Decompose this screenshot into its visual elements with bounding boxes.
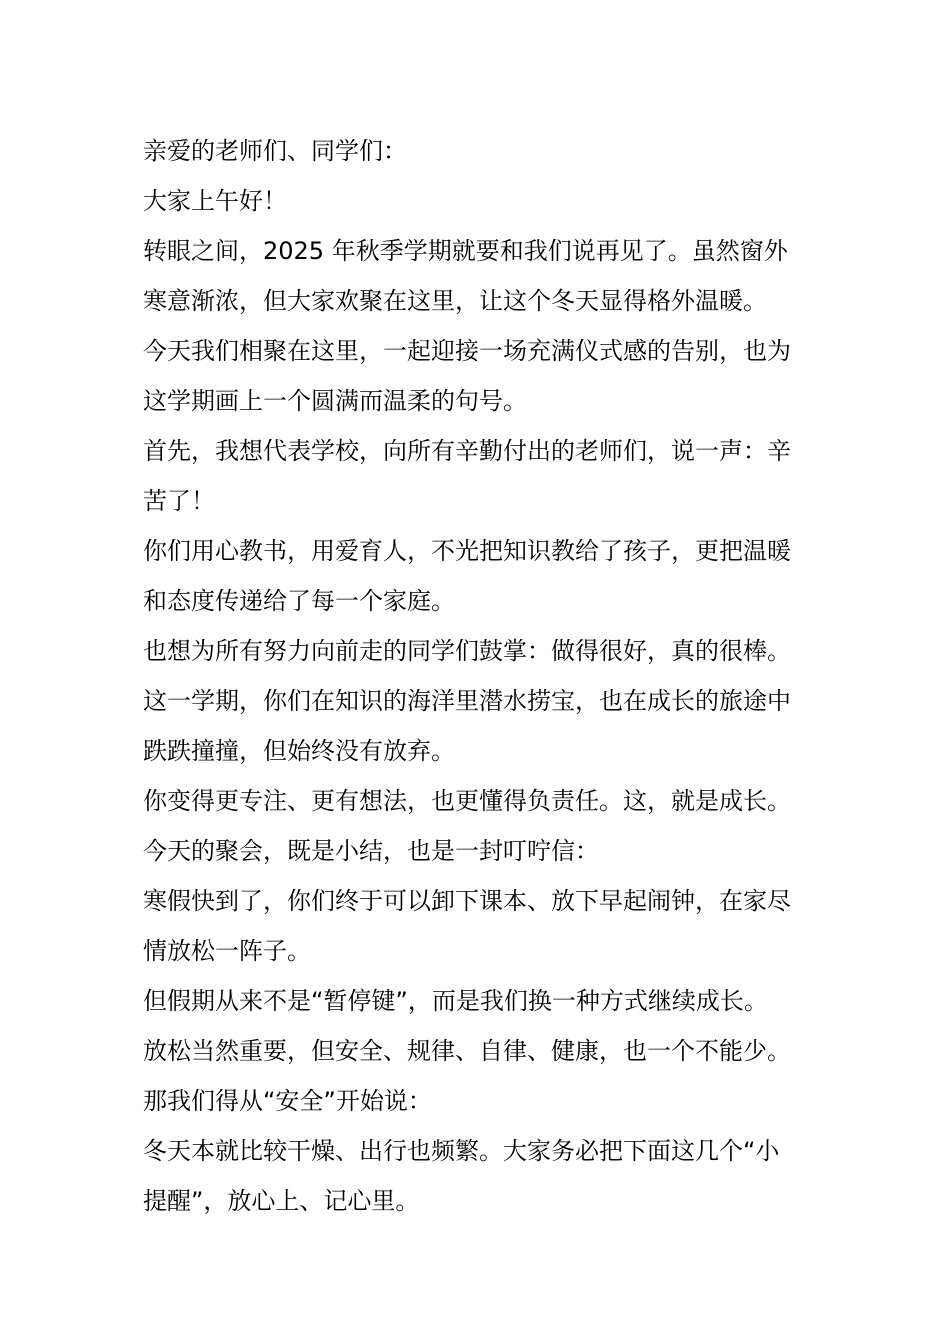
paragraph: 今天我们相聚在这里，一起迎接一场充满仪式感的告别，也为 这学期画上一个圆满而温柔的句号。 [143,337,791,415]
paragraph: 那我们得从“安全”开始说： [143,1087,432,1115]
paragraph: 转眼之间，2025 年秋季学期就要和我们说再见了。虽然窗外 寒意渐浓，但大家欢聚在这里，让这个冬天显得格外温暖。 [143,237,788,315]
document-body [143,126,807,1226]
paragraph: 首先，我想代表学校，向所有辛勤付出的老师们，说一声：辛 苦了！ [143,437,791,515]
paragraph: 冬天本就比较干燥、出行也频繁。大家务必把下面这几个“小 提醒”，放心上、记心里。 [143,1137,780,1215]
paragraph: 放松当然重要，但安全、规律、自律、健康，也一个不能少。 [143,1037,791,1065]
paragraph: 这一学期，你们在知识的海洋里潜水捞宝，也在成长的旅途中 跌跌撞撞，但始终没有放弃。 [143,687,791,765]
paragraph: 你们用心教书，用爱育人，不光把知识教给了孩子，更把温暖 和态度传递给了每一个家庭。 [143,537,791,615]
paragraph: 但假期从来不是“暂停键”，而是我们换一种方式继续成长。 [143,987,768,1015]
salutation-line: 大家上午好！ [143,187,287,215]
paragraph: 寒假快到了，你们终于可以卸下课本、放下早起闹钟，在家尽 情放松一阵子。 [143,887,791,965]
paragraph: 也想为所有努力向前走的同学们鼓掌：做得很好，真的很棒。 [143,637,791,665]
paragraph: 你变得更专注、更有想法，也更懂得负责任。这，就是成长。 [143,787,791,815]
paragraph: 今天的聚会，既是小结，也是一封叮咛信： [143,837,599,865]
greeting-line: 亲爱的老师们、同学们： [143,137,407,165]
